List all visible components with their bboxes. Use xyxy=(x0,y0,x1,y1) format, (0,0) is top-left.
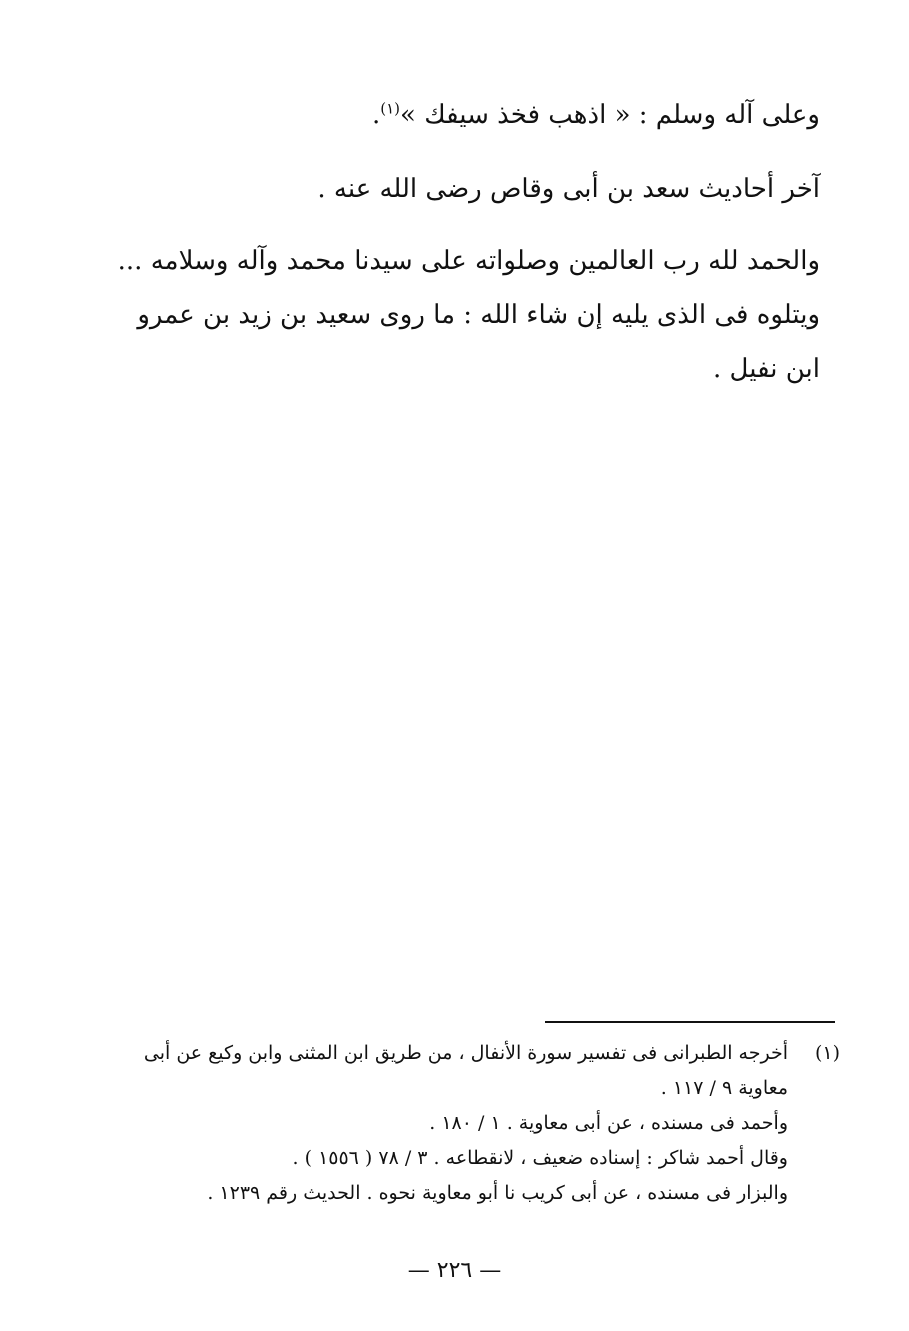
text-line-1-content: وعلى آله وسلم : « اذهب فخذ سيفك » xyxy=(400,100,820,130)
text-line-5: ابن نفيل . xyxy=(713,354,820,384)
main-text xyxy=(117,86,820,396)
footnote-line-4: وقال أحمد شاكر : إسناده ضعيف ، لانقطاعه . ٣ / ٧٨ ( ١٥٥٦ ) . xyxy=(292,1147,788,1169)
footnote-separator xyxy=(545,1021,835,1023)
text-line-1 xyxy=(190,86,820,144)
text-line-1-end: . xyxy=(371,100,381,130)
page-number: — ٢٢٦ — xyxy=(407,1258,502,1283)
footnote-number: (١) xyxy=(814,1042,840,1064)
text-line-3: والحمد لله رب العالمين وصلواته على سيدنا محمد وآله وسلامه ... xyxy=(117,246,820,276)
footnote-line-1-text: أخرجه الطبرانى فى تفسير سورة الأنفال ، من طريق ابن المثنى وابن وكيع عن أبى xyxy=(143,1042,788,1064)
text-line-2: آخر أحاديث سعد بن أبى وقاص رضى الله عنه . xyxy=(317,174,820,204)
footnotes xyxy=(140,1036,840,1211)
text-line-4: ويتلوه فى الذى يليه إن شاء الله : ما روى سعيد بن زيد بن عمرو xyxy=(137,300,820,330)
footnote-line-3: وأحمد فى مسنده ، عن أبى معاوية . ١ / ١٨٠ . xyxy=(429,1112,788,1134)
footnote-reference: (١) xyxy=(380,99,401,118)
footnote-line-5: والبزار فى مسنده ، عن أبى كريب نا أبو معاوية نحوه . الحديث رقم ١٢٣٩ . xyxy=(207,1182,788,1204)
footnote-line-2: معاوية ٩ / ١١٧ . xyxy=(660,1077,788,1099)
footnote-line-1 xyxy=(140,1036,840,1071)
